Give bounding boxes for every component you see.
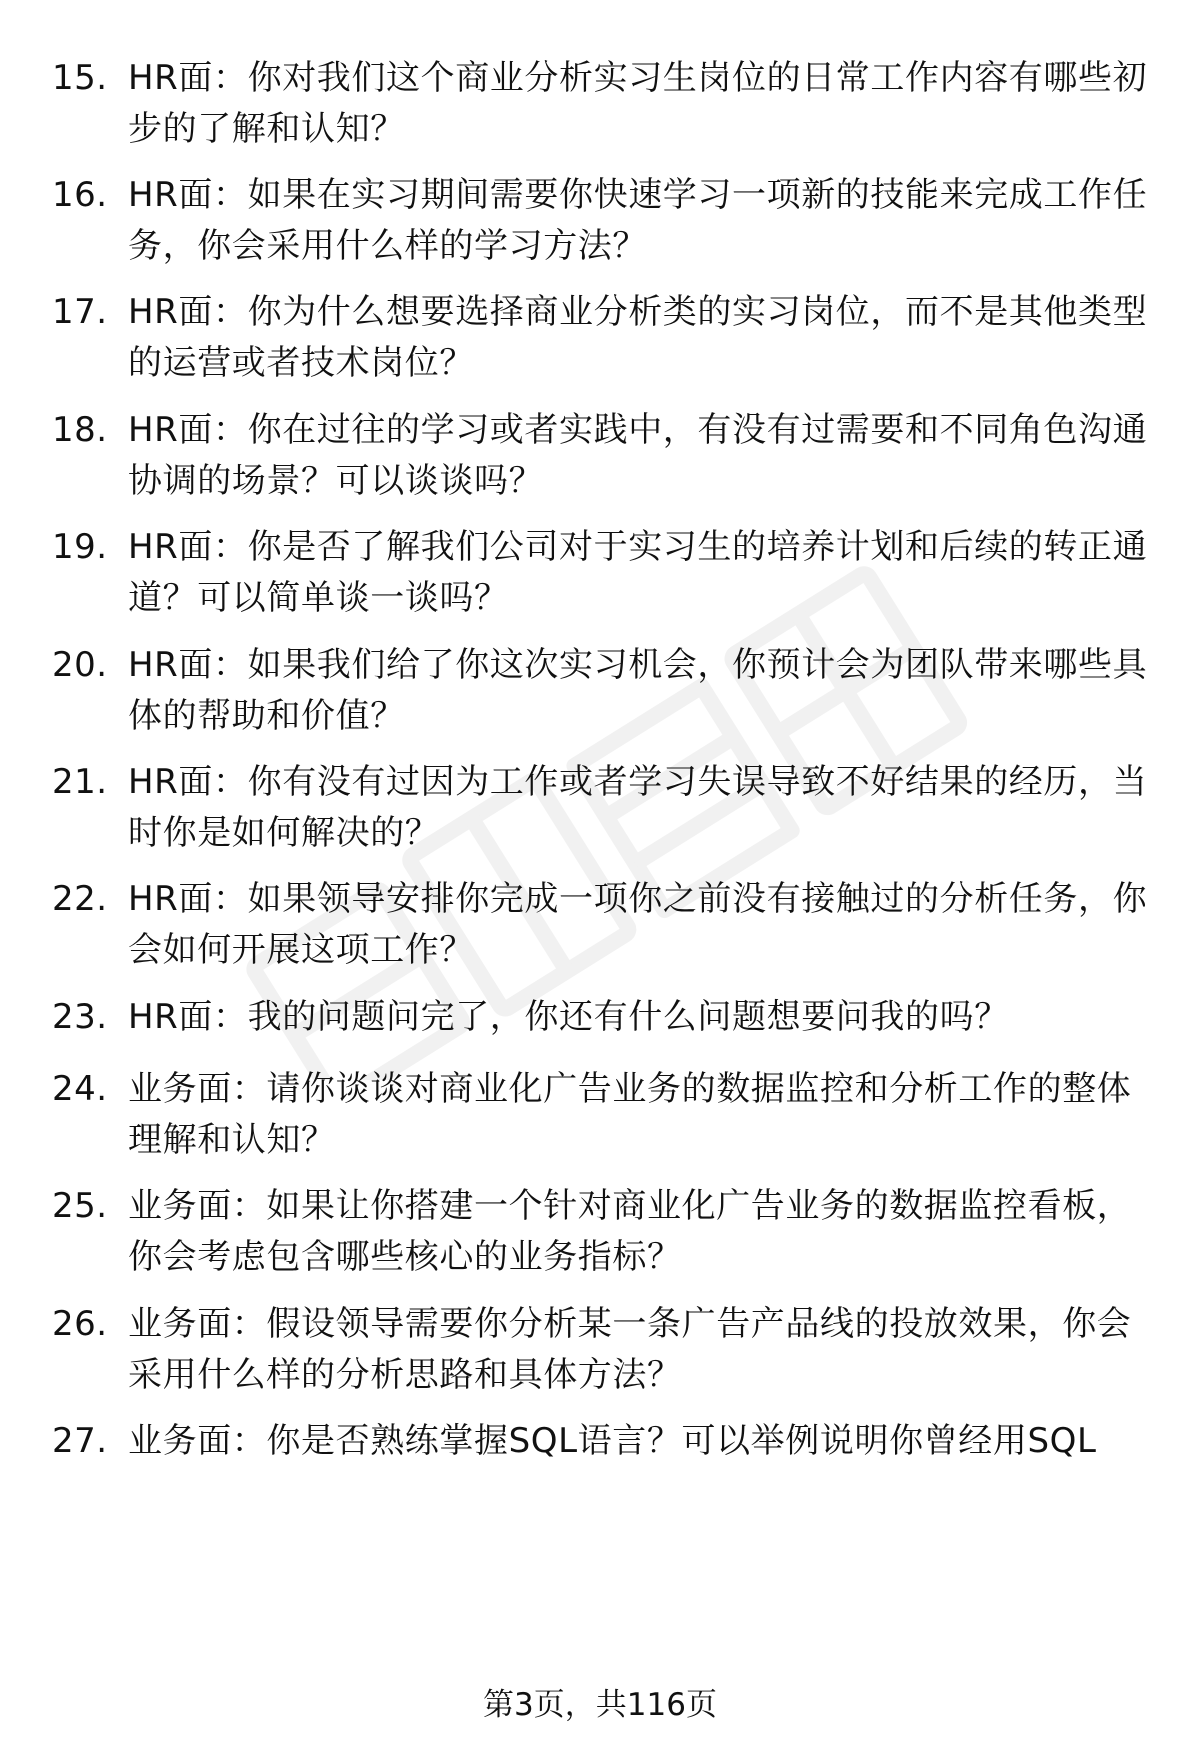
question-number: 27. (52, 1421, 108, 1461)
question-number: 22. (52, 879, 108, 919)
question-number: 19. (52, 527, 108, 567)
question-text: HR面：如果领导安排你完成一项你之前没有接触过的分析任务，你会如何开展这项工作？ (128, 879, 1148, 970)
question-number: 24. (52, 1069, 108, 1109)
question-number: 26. (52, 1304, 108, 1344)
question-number: 18. (52, 410, 108, 450)
question-text: 业务面：如果让你搭建一个针对商业化广告业务的数据监控看板，你会考虑包含哪些核心的业务指标？ (128, 1186, 1132, 1277)
question-text: 业务面：请你谈谈对商业化广告业务的数据监控和分析工作的整体理解和认知？ (128, 1069, 1132, 1160)
question-text: HR面：如果我们给了你这次实习机会，你预计会为团队带来哪些具体的帮助和价值？ (128, 645, 1148, 736)
question-text: HR面：你对我们这个商业分析实习生岗位的日常工作内容有哪些初步的了解和认知？ (128, 58, 1148, 149)
question-number: 23. (52, 997, 108, 1037)
question-text: HR面：如果在实习期间需要你快速学习一项新的技能来完成工作任务，你会采用什么样的学习方法？ (128, 175, 1148, 266)
question-text: HR面：你有没有过因为工作或者学习失误导致不好结果的经历，当时你是如何解决的？ (128, 762, 1148, 853)
question-number: 25. (52, 1186, 108, 1226)
question-text: 业务面：你是否熟练掌握SQL语言？可以举例说明你曾经用SQL (128, 1421, 1097, 1461)
page-footer: 第3页，共116页 (483, 1687, 717, 1723)
question-text: HR面：你是否了解我们公司对于实习生的培养计划和后续的转正通道？可以简单谈一谈吗？ (128, 527, 1148, 618)
question-number: 21. (52, 762, 108, 802)
question-number: 20. (52, 645, 108, 685)
question-text: HR面：你为什么想要选择商业分析类的实习岗位，而不是其他类型的运营或者技术岗位？ (128, 292, 1148, 383)
question-number: 16. (52, 175, 108, 215)
question-number: 17. (52, 292, 108, 332)
question-text: HR面：我的问题问完了，你还有什么问题想要问我的吗？ (128, 997, 1009, 1037)
question-number: 15. (52, 58, 108, 98)
question-text: 业务面：假设领导需要你分析某一条广告产品线的投放效果，你会采用什么样的分析思路和具体方法？ (128, 1304, 1132, 1395)
question-text: HR面：你在过往的学习或者实践中，有没有过需要和不同角色沟通协调的场景？可以谈谈吗？ (128, 410, 1148, 501)
